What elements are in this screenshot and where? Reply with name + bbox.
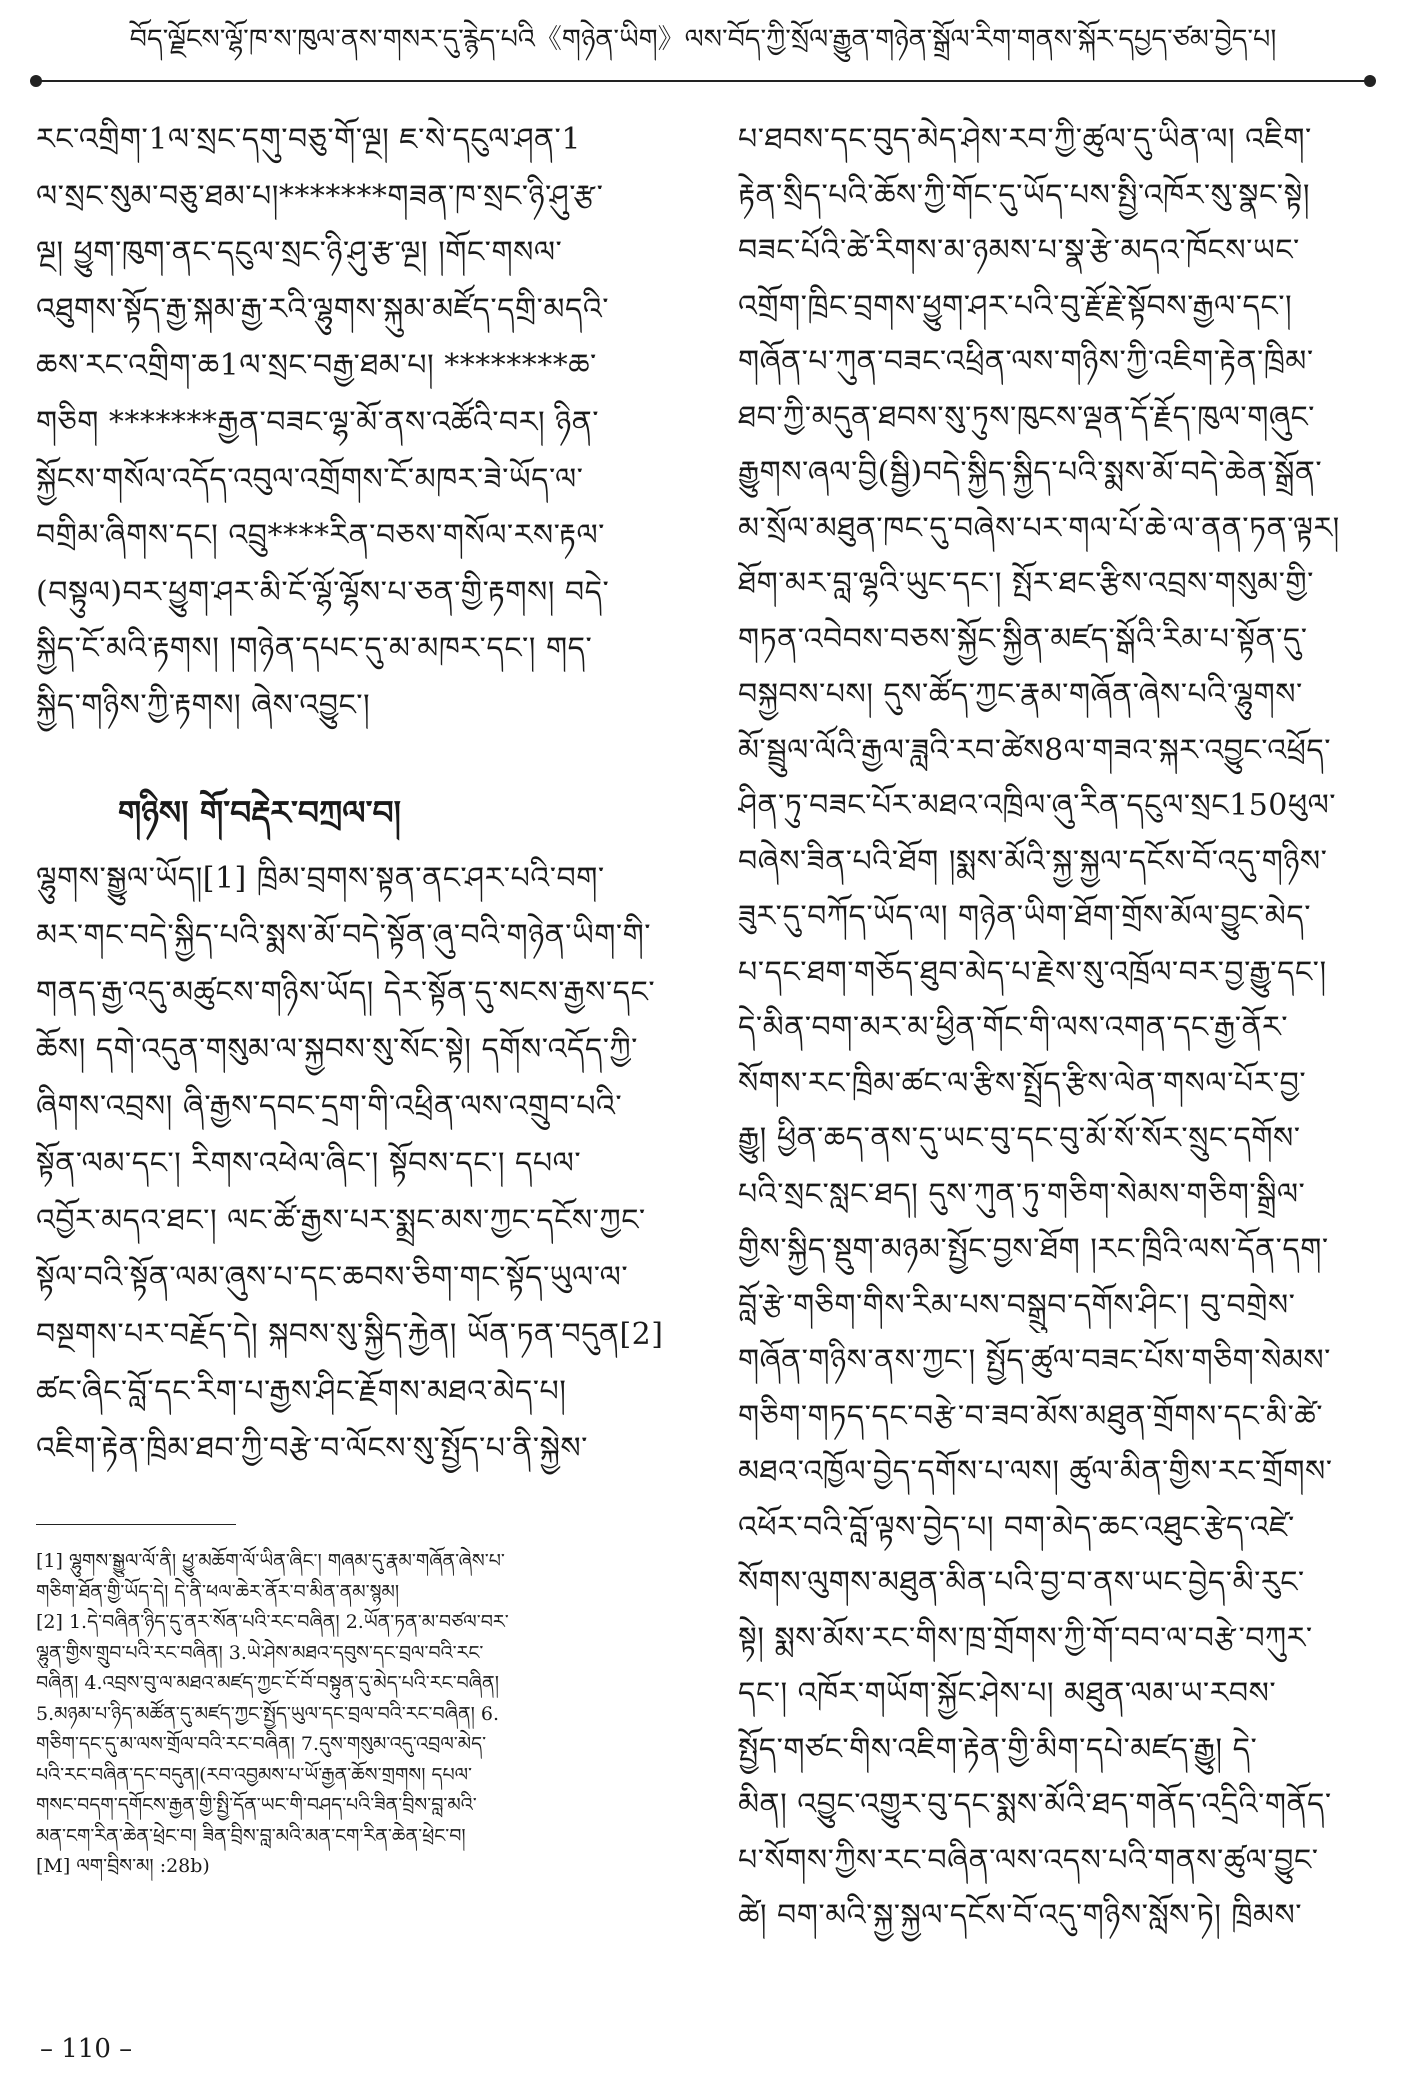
- text-line: མོ་སྦྲུལ་ལོའི་རྒྱལ་ཟླའི་རབ་ཚེས8ལ་གཟའ་སྐར་འབྱུང་འཕྲོད་: [738, 732, 1332, 768]
- text-line: རྒྱུགས་ཞལ་བྱི(སྦྱི)བདེ་སྐྱིད་སྐྱིད་པའི་སྨས་མོ་བདེ་ཆེན་སྒྲོན་: [738, 455, 1323, 490]
- footnote-line: པའི་རང་བཞིན་དང་བདུན།(རབ་འབྱམས་པ་ཡོ་རྒྱན་ཆོས་གྲགས། དཔལ་: [36, 1763, 473, 1786]
- left-column-top: [36, 112, 682, 735]
- text-line: གཏན་འབེབས་བཅས་སྐྱོང་སྐྱིན་མཛད་སྒོའི་རིམ་པ་སྟོན་དུ་: [738, 621, 1308, 657]
- text-line: གཅིག *******རྒྱན་བཟང་ལྷ་མོ་ནས་འཚོའི་བར། ཉིན་: [36, 404, 600, 440]
- text-line: རྟེན་སྲིད་པའི་ཆོས་ཀྱི་གོང་དུ་ཡོད་པས་སྤྱི་འཁོར་སུ་སྣང་སྟེ།: [738, 177, 1310, 213]
- text-line: བློ་རྩེ་གཅིག་གིས་རིམ་པས་བསྒྲུབ་དགོས་ཤིང་། བུ་བགྲེས་: [738, 1287, 1296, 1323]
- text-line: མ་སྲོལ་མཐུན་ཁང་དུ་བཞེས་པར་གལ་པོ་ཆེ་ལ་ནན་ཏན་ལྟར།: [738, 510, 1340, 546]
- text-line: གནད་རྒྱ་འདུ་མཚུངས་གཉིས་ཡོད། དེར་སྟོན་དུ་སངས་རྒྱས་དང་: [36, 975, 656, 1010]
- text-line: སོགས་རང་ཁྲིམ་ཚང་ལ་རྩིས་སྤྲོད་རྩིས་ལེན་གསལ་པོར་བྱ་: [738, 1065, 1307, 1101]
- text-line: རྒྱུ། ཕྱིན་ཆད་ནས་དུ་ཡང་བུ་དང་བུ་མོ་སོ་སོར་སྲུང་དགོས་: [738, 1121, 1301, 1156]
- text-line: གྱིས་སྐྱིད་སྡུག་མཉམ་སྤྱོང་བྱས་ཐོག །རང་ཁྲིའི་ལས་དོན་དག་: [738, 1232, 1329, 1267]
- footnote-line: [M] ལག་བྲིས་མ། :28b): [36, 1855, 210, 1877]
- text-line: དང་། འཁོར་གཡོག་སྐྱོང་ཤེས་པ། མཐུན་ལམ་ཡ་རབས་: [738, 1676, 1277, 1711]
- text-line: དེ་མིན་བག་མར་མ་ཕྱིན་གོང་གི་ལས་འགན་དང་རྒྱ་ནོར་: [738, 1010, 1289, 1045]
- text-line: འཕོར་བའི་བློ་ལྟས་བྱེད་པ། བག་མེད་ཆང་འཐུང་རྩེད་འཛེ་: [738, 1509, 1295, 1545]
- text-line: ཐབ་ཀྱི་མདུན་ཐབས་སུ་ཏུས་ཁུངས་ལྡན་དོ་རྗོད་ཁུལ་གཞུང་: [738, 399, 1315, 435]
- running-header: བོད་ལྗོངས་ལྷོ་ཁ་ས་ཁུལ་ནས་གསར་དུ་རྙེད་པའི《གཉེན་ཡིག》ལས་བོད་ཀྱི་སྲོལ་རྒྱུན་གཉེན་སྒྲོལ་རིག་གནས་སྐོར་དཔྱད་ཙམ་བྱེད་པ།: [129, 24, 1277, 55]
- text-line: ཞིགས་འབྲས། ཞི་རྒྱས་དབང་དྲག་གི་འཕྲིན་ལས་འགྲུབ་པའི་: [36, 1089, 623, 1124]
- text-line: པ་སོགས་ཀྱིས་རང་བཞིན་ལས་འདས་པའི་གནས་ཚུལ་བྱུང་: [738, 1842, 1319, 1878]
- text-line: གཞོན་པ་ཀུན་བཟང་འཕྲིན་ལས་གཉིས་ཀྱི་འཇིག་རྟེན་ཁྲིམ་: [738, 344, 1314, 379]
- text-line: ཟུར་དུ་བཀོད་ཡོད་ལ། གཉེན་ཡིག་ཐོག་གྲོས་མོལ་བྱུང་མེད་: [738, 899, 1312, 934]
- footnote-line: མན་ངག་རིན་ཆེན་ཕྲེང་བ། ཟིན་བྲིས་བླ་མའི་མན་ངག་རིན་ཆེན་ཕྲེང་བ།: [36, 1824, 466, 1847]
- text-line: ཐོག་མར་བླ་ལྷའི་ཡུང་དང་། སྤོར་ཐང་རྩིས་འབྲས་གསུམ་གྱི་: [738, 566, 1314, 601]
- text-line: པའི་སྲང་སླང་ཐད། དུས་ཀུན་ཏུ་གཅིག་སེམས་གཅིག་སྒྲིལ་: [738, 1176, 1306, 1212]
- text-line: འགྲོག་ཁྲིང་བྲགས་ཕྱུག་ཤར་པའི་བུ་རྗོ་རྗེ་སྟོབས་རྒྱལ་དང་།: [738, 288, 1293, 324]
- page-number: – 110 –: [40, 2034, 133, 2064]
- text-line: ཆོས། དགེ་འདུན་གསུམ་ལ་སྐྱབས་སུ་སོང་སྟེ། དགོས་འདོད་ཀྱི་: [36, 1032, 638, 1067]
- text-line: ལྔ། ཕྱུག་ཁུག་ནང་དངུལ་སྲང་ཉི་ཤུ་རྩ་ལྔ། །གོང་གསལ་: [36, 235, 563, 271]
- text-line: སྐྱིད་གཉིས་ཀྱི་རྟགས། ཞེས་འབྱུང་།: [36, 687, 371, 723]
- text-line: འཇིག་རྟེན་ཁྲིམ་ཐབ་ཀྱི་བརྩེ་བ་ལོངས་སུ་སྤྱོད་པ་ནི་སྐྱེས་: [36, 1431, 588, 1466]
- text-line: པ་དང་ཐག་གཅོད་ཐུབ་མེད་པ་རྗེས་སུ་འཁྲོལ་བར་བྱ་རྒྱུ་དང་།: [738, 954, 1327, 990]
- right-column: [738, 112, 1378, 1944]
- left-column-bottom: [36, 850, 682, 1477]
- text-line: པ་ཐབས་དང་བུད་མེད་ཤེས་རབ་ཀྱི་ཚུལ་དུ་ཡིན་ལ། འཇིག་: [738, 122, 1312, 157]
- footnote-divider: [36, 1524, 236, 1525]
- text-line: གཅིག་གཏད་དང་བརྩེ་བ་ཟབ་མོས་མཐུན་གྲོགས་དང་མི་ཚེ་: [738, 1398, 1324, 1434]
- text-line: བསྔགས་པར་བརྗོད་དེ། སྐབས་སུ་སྐྱིད་རྐྱེན། ཡོན་ཏན་བདུན[2]: [36, 1317, 664, 1352]
- text-line: ཤིན་ཏུ་བཟང་པོར་མཐའ་འཁྲིལ་ཞུ་རིན་དངུལ་སྲང150ཕུལ་: [738, 788, 1337, 823]
- footnote-line: 5.མཉམ་པ་ཉིད་མཚོན་དུ་མཛད་ཀྱང་སྤྱོད་ཡུལ་དང་བྲལ་བའི་རང་བཞིན། 6.: [36, 1702, 500, 1725]
- footnotes: [36, 1546, 686, 1882]
- text-line: འབྱོར་མདའ་ཐང་། ལང་ཚོ་རྒྱས་པར་སྨྲང་མས་ཀྱང་དངོས་ཀྱང་: [36, 1203, 646, 1238]
- text-line: སྤྱོད་གཙང་གིས་འཇིག་རྟེན་གྱི་མིག་དཔེ་མཛད་རྒྱུ། དེ་: [738, 1731, 1258, 1767]
- text-line: སྐྱོངས་གསོལ་འདོད་འབུལ་འགྲོགས་ངོ་མཁར་ཟེ་ཡོད་ལ་: [36, 461, 584, 497]
- text-line: སོགས་ལུགས་མཐུན་མིན་པའི་བྱ་བ་ནས་ཡང་བྱེད་མི་རུང་: [738, 1565, 1305, 1600]
- text-line: བསྐྱབས་པས། དུས་ཚོད་ཀྱང་རྣམ་གཞོན་ཞེས་པའི་ལྷུགས་: [738, 677, 1303, 712]
- text-line: (བསྟུལ)བར་ཕྱུག་ཤར་མི་ངོ་ལྷོ་ལྷོས་པ་ཅན་གྱི་རྟགས། བདེ་: [36, 574, 610, 610]
- footnote-line: [1] ལྷུགས་སྒྱུལ་ལོ་ནི། ཕྱུ་མཆོག་ལོ་ཡིན་ཞིང་། གཞམ་དུ་རྣམ་གཞོན་ཞེས་པ་: [36, 1550, 505, 1572]
- text-line: བཞེས་ཟིན་པའི་ཐོག །སྨས་མོའི་སྐྱ་སྐྱལ་དངོས་བོ་འདུ་གཉིས་: [738, 843, 1328, 879]
- header-rule-dot-left: [30, 75, 42, 87]
- text-line: རང་འགྲིག་1ལ་སྲང་དགུ་བཅུ་གོ་ལྔ། ཇ་སེ་དངུལ་ཤན་1: [36, 122, 581, 157]
- text-line: ཚང་ཞིང་བློ་དང་རིག་པ་རྒྱས་ཤིང་རྗོགས་མཐའ་མེད་པ།: [36, 1374, 567, 1409]
- text-line: ལ་སྲང་སུམ་བཅུ་ཐམ་པ།*******གཟན་ཁ་སྲང་ཉི་ཤུ་རྩ་: [36, 178, 604, 214]
- text-line: མཐའ་འཁྱོལ་བྱེད་དགོས་པ་ལས། ཚུལ་མིན་གྱིས་རང་གྲོགས་: [738, 1454, 1333, 1489]
- text-line: ཚེ། བག་མའི་སྐྱ་སྐྱལ་དངོས་བོ་འདུ་གཉིས་སློས་ཏེ། ཁྲིམས་: [738, 1898, 1303, 1933]
- text-line: ཆས་རང་འགྲིག་ཆ1ལ་སྲང་བརྒྱ་ཐམ་པ། ********ཆ་: [36, 348, 597, 384]
- text-line: བགྲིམ་ཞིགས་དང། འབྲུ****རིན་བཅས་གསོལ་རས་རྟལ་: [36, 518, 605, 554]
- text-line: བཟང་པོའི་ཚེ་རིགས་མ་ཉམས་པ་སྣ་རྩེ་མདའ་ཁོངས་ཡང་: [738, 233, 1300, 268]
- text-line: སྐྱིད་ངོ་མའི་རྟགས། །གཉེན་དཔང་དུ་མ་མཁར་དང་། གད་: [36, 631, 593, 667]
- text-line: སྟོན་ལམ་དང་། རིགས་འཕེལ་ཞིང་། སྟོབས་དང་། དཔལ་: [36, 1146, 582, 1181]
- text-line: གཞོན་གཉིས་ནས་ཀྱང་། སྤྱོད་ཚུལ་བཟང་པོས་གཅིག་སེམས་: [738, 1343, 1331, 1378]
- text-line: མིན། འབྱུང་འགྱུར་བུ་དང་སྨས་མོའི་ཐད་གནོད་འདྲིའི་གནོད་: [738, 1787, 1332, 1822]
- text-line: ལྷུགས་སྒྱུལ་ཡོད།[1] ཁྲིམ་བྲགས་སྟན་ནང་ཤར་པའི་བག་: [36, 861, 605, 896]
- text-line: སྟེ། སྨས་མོས་རང་གིས་ཁྲ་གྲོགས་ཀྱི་གོ་བབ་ལ་བརྩེ་བཀུར་: [738, 1620, 1313, 1656]
- footnote-line: གཅིག་དང་དུ་མ་ལས་གྲོལ་བའི་རང་བཞིན། 7.དུས་གསུམ་འདུ་འབྲལ་མེད་: [36, 1733, 487, 1755]
- text-line: མར་གང་བདེ་སྐྱིད་པའི་སྨས་མོ་བདེ་སྟོན་ཞུ་བའི་གཉེན་ཡིག་གི་: [36, 918, 652, 953]
- footnote-line: [2] 1.དེ་བཞིན་ཉིད་དུ་ནར་སོན་པའི་རང་བཞིན། 2.ཡོན་ཏན་མ་བཙལ་བར་: [36, 1611, 509, 1633]
- text-line: འཐུགས་སྟོད་རྒྱ་སྐམ་རྒྱ་རའི་ལྷུགས་སྐུམ་མཛོད་དགྲི་མདའི་: [36, 291, 610, 327]
- footnote-line: ལྷུན་གྱིས་གྲུབ་པའི་རང་བཞིན། 3.ཡེ་ཤེས་མཐའ་དབུས་དང་བྲལ་བའི་རང་: [36, 1641, 484, 1664]
- header-rule-dot-right: [1364, 75, 1376, 87]
- section-heading: གཉིས། གོ་བརྡེར་བཀྲལ་བ།: [118, 793, 401, 832]
- footnote-line: བཞིན། 4.འབྲས་བུ་ལ་མཐའ་མཛད་ཀྱང་ངོ་བོ་བསྟུན་དུ་མེད་པའི་རང་བཞིན།: [36, 1672, 499, 1694]
- text-line: སྟོལ་བའི་སྟོན་ལམ་ཞུས་པ་དང་ཆབས་ཅིག་གང་སྟོད་ཡུལ་ལ་: [36, 1260, 629, 1295]
- footnote-line: གཅིག་ཐོན་གྱི་ཡོད་དེ། དེ་ནི་ཕལ་ཆེར་ནོར་བ་མིན་ནམ་སྙམ།: [36, 1580, 400, 1603]
- header-rule: [36, 80, 1370, 82]
- footnote-line: གསང་བདག་དགོངས་རྒྱན་གྱི་སྤྱི་དོན་ཡང་གི་བཤད་པའི་ཟིན་བྲིས་བླ་མའི་: [36, 1794, 477, 1816]
